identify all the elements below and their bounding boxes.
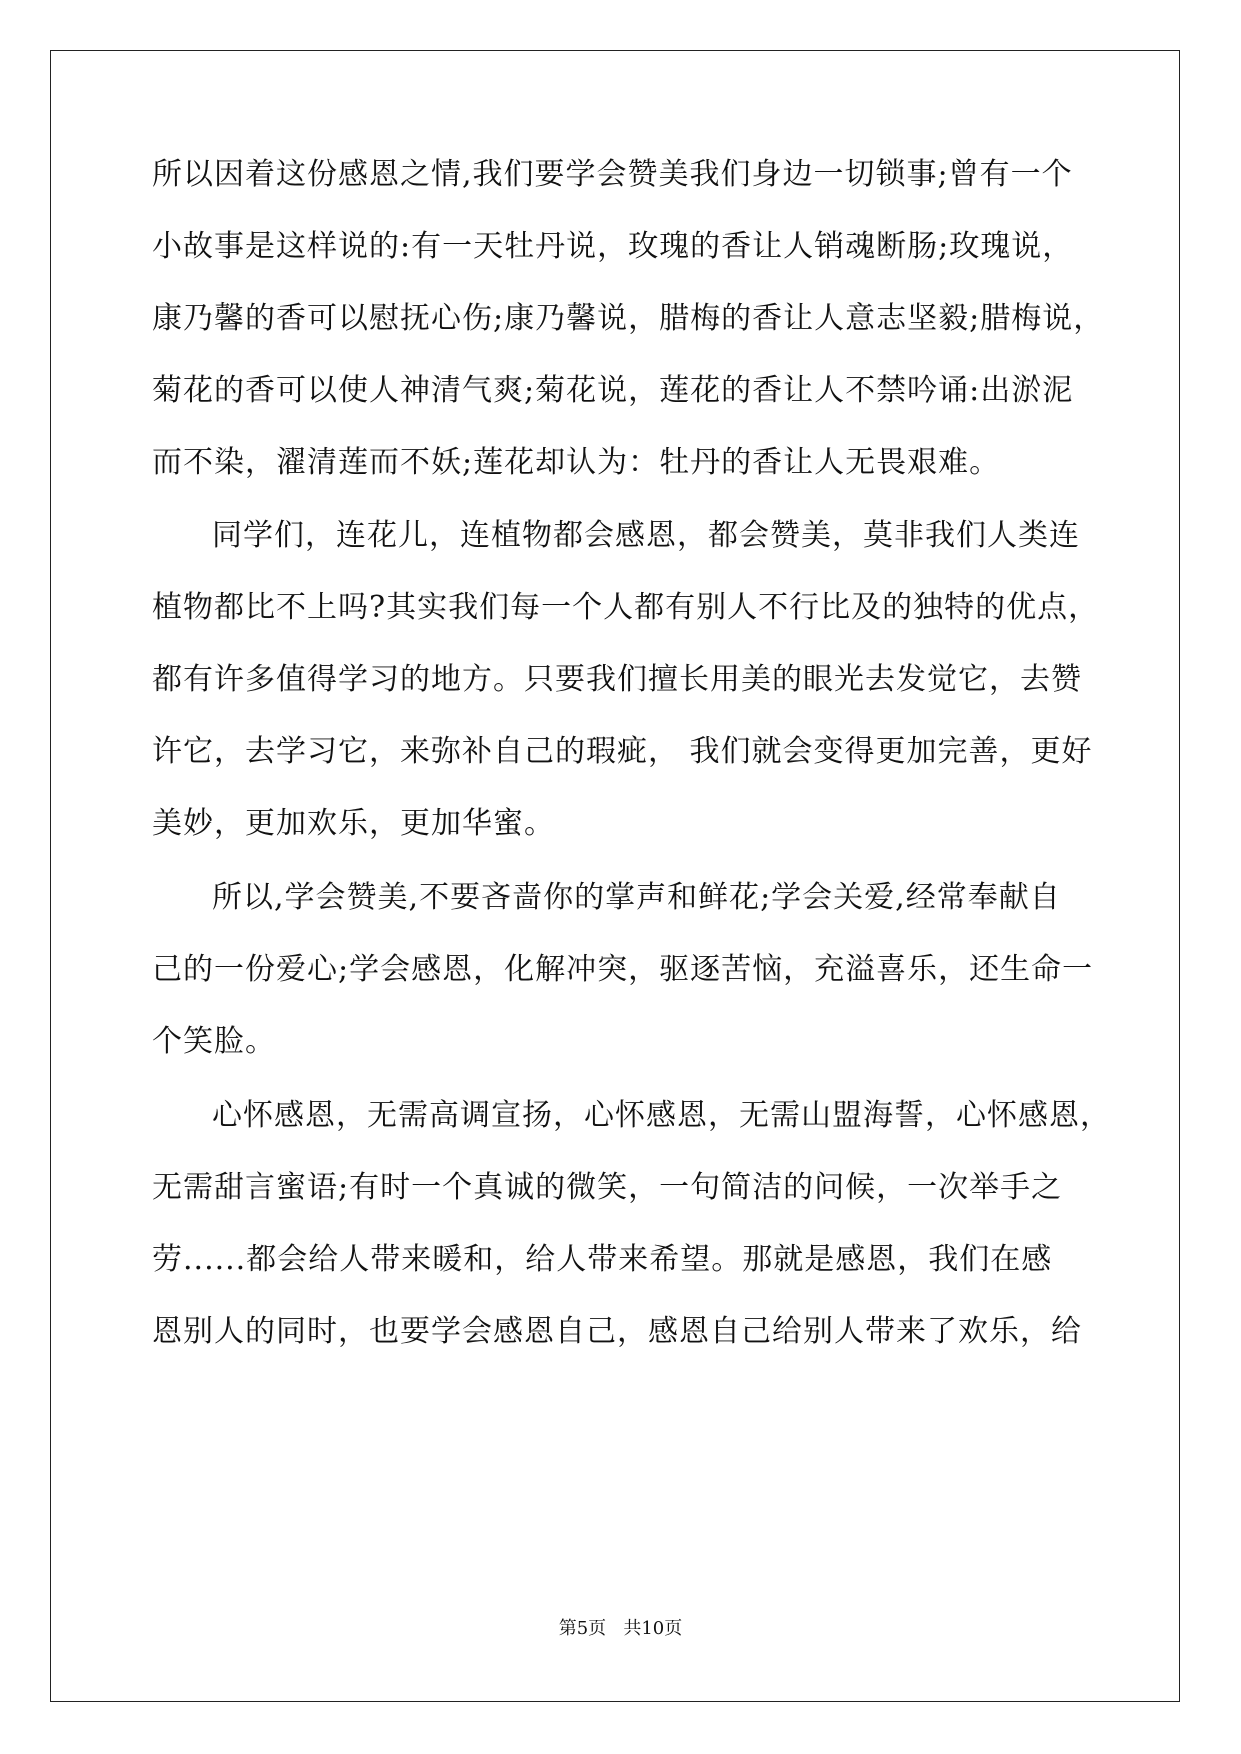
- page-number: 第5页: [558, 1618, 607, 1639]
- text-line: 恩别人的同时，也要学会感恩自己，感恩自己给别人带来了欢乐，给: [152, 1314, 1082, 1349]
- text-line: 许它，去学习它，来弥补自己的瑕疵， 我们就会变得更加完善，更好: [152, 734, 1093, 769]
- text-line: 无需甜言蜜语;有时一个真诚的微笑，一句简洁的问候，一次举手之: [152, 1170, 1063, 1205]
- total-pages: 共10页: [623, 1618, 683, 1639]
- text-line: 菊花的香可以使人神清气爽;菊花说，莲花的香让人不禁吟诵:出淤泥: [152, 373, 1074, 408]
- text-line: 美妙，更加欢乐，更加华蜜。: [152, 806, 555, 841]
- text-line: 而不染，濯清莲而不妖;莲花却认为：牡丹的香让人无畏艰难。: [152, 445, 1001, 480]
- text-line: 己的一份爱心;学会感恩，化解冲突，驱逐苦恼，充溢喜乐，还生命一: [152, 952, 1094, 987]
- text-line: 植物都比不上吗?其实我们每一个人都有别人不行比及的独特的优点，: [152, 590, 1100, 625]
- page-border: [50, 50, 1180, 1702]
- text-line: 劳......都会给人带来暖和，给人带来希望。那就是感恩，我们在感: [152, 1242, 1053, 1277]
- text-line: 同学们，连花儿，连植物都会感恩，都会赞美，莫非我们人类连: [212, 518, 1080, 553]
- text-line: 所以,学会赞美,不要吝啬你的掌声和鲜花;学会关爱,经常奉献自: [212, 880, 1061, 915]
- text-line: 康乃馨的香可以慰抚心伤;康乃馨说，腊梅的香让人意志坚毅;腊梅说，: [152, 301, 1105, 336]
- text-line: 心怀感恩，无需高调宣扬，心怀感恩，无需山盟海誓，心怀感恩，: [212, 1098, 1111, 1133]
- page-footer: [0, 1618, 1241, 1640]
- text-line: 个笑脸。: [152, 1024, 276, 1059]
- text-line: 小故事是这样说的:有一天牡丹说，玫瑰的香让人销魂断肠;玫瑰说，: [152, 229, 1074, 264]
- text-line: 所以因着这份感恩之情,我们要学会赞美我们身边一切锁事;曾有一个: [152, 157, 1073, 192]
- text-line: 都有许多值得学习的地方。只要我们擅长用美的眼光去发觉它，去赞: [152, 662, 1082, 697]
